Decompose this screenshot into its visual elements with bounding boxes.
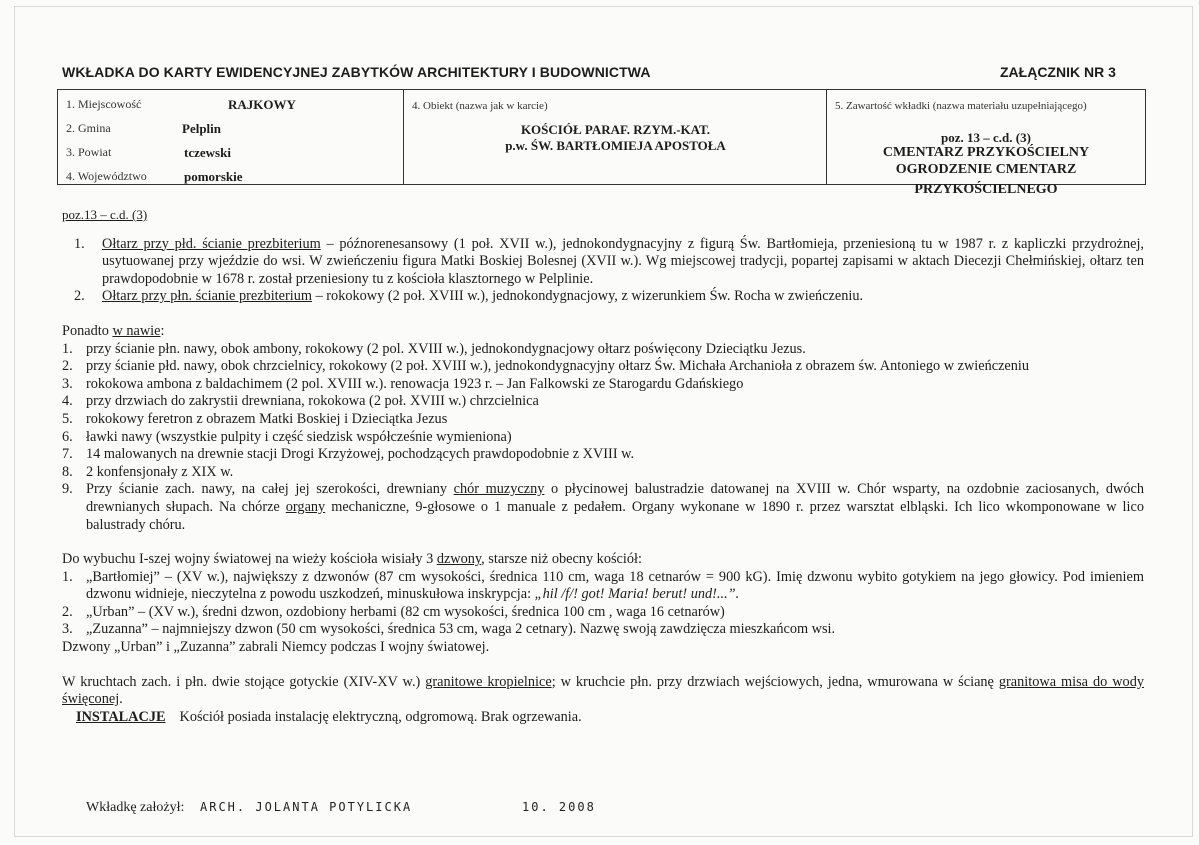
miejscowosc-label: 1. Miejscowość — [66, 97, 142, 111]
list-item: 4. przy drzwiach do zakrystii drewniana, rokokowa (2 poł. XVIII w.) chrzcielnica — [62, 393, 539, 410]
content-column — [826, 90, 1145, 197]
object-name — [404, 122, 827, 154]
list-item: 2. Ołtarz przy płn. ścianie prezbiterium – rokokowy (2 poł. XVIII w.), jednokondygnacjowy, z wizerunkiem Św. Rocha w zwieńczeniu. — [74, 288, 864, 305]
content-label: 5. Zawartość wkładki (nazwa materiału uzupełniającego) — [835, 100, 1087, 112]
list-item: 7. 14 malowanych na drewnie stacji Drogi Krzyżowej, pochodzących prawdopodobnie z XVIII w. — [62, 446, 635, 463]
object-column — [403, 90, 827, 184]
nave-list — [62, 341, 1144, 535]
content-ref — [827, 130, 1145, 197]
list-item: 9. Przy ścianie zach. nawy, na całej jej szerokości, drewniany chór muzyczny o płycinowej balustradzie datowanej na XVIII w. Chór wsparty, na ozdobnie zaciosanych, dwóch drewnianych słupach. Na chórze organy mechaniczne, 9-głosowe o 1 manuale z pedałem. Organy wykonane w 1890 r. przez warsztat elbląski. Ich lico wkomponowane w lico balustrady chóru. — [62, 481, 1145, 533]
list-item: 2. przy ścianie płd. nawy, obok chrzcielnicy, rokokowy (2 poł. XVIII w.), jednokondygnacyjny ołtarz Św. Michała Archanioła z obrazem św. Antoniego w zwieńczeniu — [62, 358, 1030, 375]
list-item: 1. „Bartłomiej” – (XV w.), największy z dzwonów (87 cm wysokości, średnica 110 cm, waga 18 cetnarów = 900 kG). Imię dzwonu wybito gotykiem na jego głowicy. Pod imieniem dzwonu widnieje, nieczytelna z powodu uszkodzeń, minuskułowa inskrypcja: „hil /f/! got! Maria! berut! und!...”. — [62, 568, 1144, 603]
bells-outro: Dzwony „Urban” i „Zuzanna” zabrali Niemcy podczas I wojny światowej. — [62, 639, 490, 656]
installations-text: Kościół posiada instalację elektryczną, odgromową. Brak ogrzewania. — [179, 708, 582, 725]
content-line1: poz. 13 – c.d. (3) — [941, 130, 1031, 145]
footer-date: 10. 2008 — [522, 800, 596, 814]
powiat-value: tczewski — [184, 145, 231, 160]
footer-author: ARCH. JOLANTA POTYLICKA — [200, 800, 413, 814]
list-item: 6. ławki nawy (wszystkie pulpity i część siedzisk współcześnie wymieniona) — [62, 428, 512, 445]
porch-paragraph: W kruchtach zach. i płn. dwie stojące gotyckie (XIV-XV w.) granitowe kropielnice; w kruchcie płn. przy drzwiach wejściowych, jedna, wmurowana w ścianę granitowa misa do wody święconej. — [62, 673, 1144, 708]
bells-list — [62, 569, 1144, 639]
altars-list — [62, 236, 1144, 306]
list-item: 1. Ołtarz przy płd. ścianie prezbiterium – późnorenesansowy (1 poł. XVII w.), jednokondygnacyjny z figurą Św. Bartłomieja, przeniesioną tu w 1987 r. z kapliczki przydrożnej, usytuowanej przy wjeździe do wsi. W zwieńczeniu figura Matki Boskiej Bolesnej (XVII w.). Wg miejscowej tradycji, popartej zapisami w aktach Diecezji Chełmińskiej, ołtarz ten prawdopodobnie w 1678 r. został przeniesiony tu z kościoła klasztornego w Pelplinie. — [74, 235, 1145, 287]
object-name-line2: p.w. ŚW. BARTŁOMIEJA APOSTOŁA — [505, 138, 726, 153]
list-item: 1. przy ścianie płn. nawy, obok ambony, rokokowy (2 pol. XVIII w.), jednokondygnacjowy ołtarz poświęcony Dzieciątku Jezus. — [62, 340, 806, 357]
footer-label: Wkładkę założył: — [86, 800, 185, 815]
gmina-label: 2. Gmina — [66, 121, 111, 135]
bells-intro: Do wybuchu I-szej wojny światowej na wieży kościoła wisiały 3 dzwony, starsze niż obecny kościół: — [62, 551, 642, 568]
list-item: 8. 2 konfensjonały z XIX w. — [62, 463, 234, 480]
object-name-line1: KOŚCIÓŁ PARAF. RZYM.-KAT. — [520, 122, 711, 137]
object-label: 4. Obiekt (nazwa jak w karcie) — [412, 100, 548, 112]
powiat-label: 3. Powiat — [66, 145, 112, 159]
wojewodztwo-value: pomorskie — [184, 169, 243, 184]
body-text — [62, 206, 1144, 726]
content-line3: OGRODZENIE CMENTARZ PRZYKOŚCIELNEGO — [895, 162, 1077, 197]
gmina-value: Pelplin — [182, 121, 222, 136]
installations-label: INSTALACJE — [76, 708, 166, 725]
miejscowosc-value: RAJKOWY — [228, 97, 296, 112]
annex-number: ZAŁĄCZNIK NR 3 — [1000, 64, 1116, 80]
list-item: 5. rokokowy feretron z obrazem Matki Boskiej i Dzieciątka Jezus — [62, 410, 448, 427]
poz-reference: poz.13 – c.d. (3) — [62, 207, 148, 222]
wojewodztwo-label: 4. Województwo — [66, 169, 147, 183]
installations — [62, 709, 1144, 727]
content-line2: CMENTARZ PRZYKOŚCIELNY — [882, 145, 1090, 160]
list-item: 2. „Urban” – (XV w.), średni dzwon, ozdobiony herbami (82 cm wysokości, średnica 100 cm , waga 16 cetnarów) — [62, 603, 725, 620]
nave-intro: Ponadto w nawie: — [62, 322, 165, 339]
location-column — [58, 90, 403, 184]
list-item: 3. „Zuzanna” – najmniejszy dzwon (50 cm wysokości, średnica 53 cm, waga 2 cetnary). Nazwę swoją zawdzięcza mieszkańcom wsi. — [62, 621, 836, 638]
list-item: 3. rokokowa ambona z baldachimem (2 pol. XVIII w.). renowacja 1923 r. – Jan Falkowski ze Starogardu Gdańskiego — [62, 375, 744, 392]
document-title: WKŁADKA DO KARTY EWIDENCYJNEJ ZABYTKÓW ARCHITEKTURY I BUDOWNICTWA — [62, 64, 651, 80]
header-table — [57, 89, 1146, 197]
